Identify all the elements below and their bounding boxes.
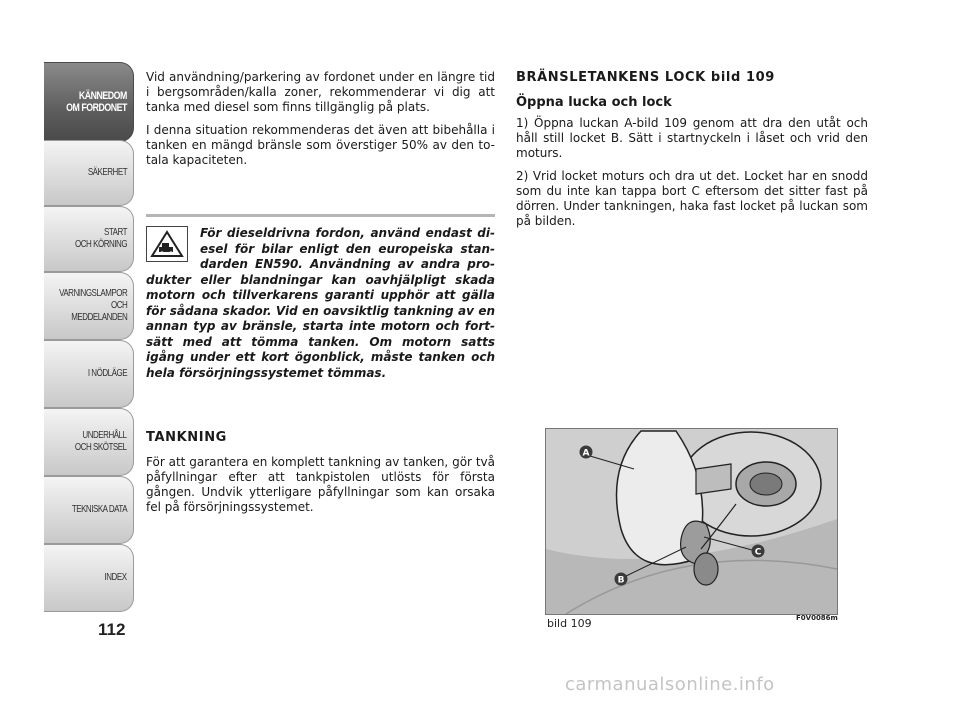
step-1: 1) Öppna luckan A-bild 109 genom att dra den utåt och håll still locket B. Sätt i startnyckeln i låset och vrid den moturs. bbox=[516, 116, 868, 160]
sidebar-tab-label: KÄNNEDOM OM FORDONET bbox=[66, 90, 127, 114]
section-heading: BRÄNSLETANKENS LOCK bild 109 bbox=[516, 70, 775, 85]
sidebar-tab-label: VARNINGSLAMPOR OCH MEDDELANDEN bbox=[58, 288, 127, 323]
warning-box bbox=[146, 226, 495, 381]
sidebar-tab-sakerhet[interactable] bbox=[44, 140, 134, 206]
tankning-heading: TANKNING bbox=[146, 430, 227, 445]
sidebar-tab-tekniska-data[interactable] bbox=[44, 476, 134, 544]
sidebar-tab-label: INDEX bbox=[104, 572, 127, 583]
tankning-section bbox=[146, 430, 495, 523]
watermark: carmanualsonline.info bbox=[565, 674, 775, 695]
sidebar-tab-varningslampor[interactable] bbox=[44, 272, 134, 340]
sidebar-tab-label: START OCH KÖRNING bbox=[74, 227, 127, 250]
sidebar-tab-label: UNDERHÅLL OCH SKÖTSEL bbox=[75, 430, 127, 453]
sidebar-tab-index[interactable] bbox=[44, 544, 134, 612]
warning-divider bbox=[146, 214, 495, 217]
sidebar-tab-label: I NÖDLÄGE bbox=[87, 368, 127, 379]
warning-triangle-icon bbox=[146, 226, 188, 262]
sidebar-tab-label: TEKNISKA DATA bbox=[71, 504, 127, 515]
sidebar-tab-label: SÄKERHET bbox=[87, 167, 127, 178]
callout-c: C bbox=[754, 547, 762, 558]
sidebar-tab-nodlage[interactable] bbox=[44, 340, 134, 408]
subheading: Öppna lucka och lock bbox=[516, 95, 672, 110]
intro-paragraph-1: Vid användning/parkering av fordonet under en längre tid i bergsområden/kalla zoner, rekommenderar vi dig att tanka med diesel som finns tillgänglig på plats. bbox=[146, 70, 495, 114]
sidebar-tab-kannedom[interactable] bbox=[44, 62, 134, 142]
fuel-cap-illustration bbox=[545, 428, 838, 615]
callout-a: A bbox=[582, 448, 590, 459]
step-2: 2) Vrid locket moturs och dra ut det. Locket har en snodd som du inte kan tappa bort C eftersom det sitter fast på dörren. Under tankningen, haka fast locket på luckan som på bilden. bbox=[516, 169, 868, 228]
figure-code: F0V0086m bbox=[796, 614, 838, 622]
left-column-intro bbox=[146, 70, 495, 176]
callout-b: B bbox=[617, 575, 625, 586]
right-column bbox=[516, 70, 868, 237]
sidebar-tab-underhall[interactable] bbox=[44, 408, 134, 476]
page-number: 112 bbox=[98, 620, 126, 639]
figure-caption: bild 109 bbox=[547, 617, 592, 630]
warning-text: För dieseldrivna fordon, använd endast di-esel för bilar enligt den europeiska stan-darden EN590. Användning av andra pro-dukter eller blandningar kan oavhjälpligt skada motorn och tillverkarens garanti upphör att gälla för sådana skador. Vid en oavsiktlig tankning av en annan typ av bränsle, starta inte motorn och fort-sätt med att tömma tanken. Om motorn satts igång under ett kort ögonblick, måste tanken och hela försörjningssystemet tömmas. bbox=[146, 226, 495, 380]
tankning-text: För att garantera en komplett tankning av tanken, gör två påfyllningar efter att tankpistolen utlösts för första gången. Undvik ytterligare påfyllningar som kan orsaka fel på försörjningssystemet. bbox=[146, 455, 495, 514]
sidebar-tab-start[interactable] bbox=[44, 206, 134, 272]
intro-paragraph-2: I denna situation rekommenderas det även att bibehålla i tanken en mängd bränsle som överstiger 50% av den to-tala kapaciteten. bbox=[146, 123, 495, 167]
